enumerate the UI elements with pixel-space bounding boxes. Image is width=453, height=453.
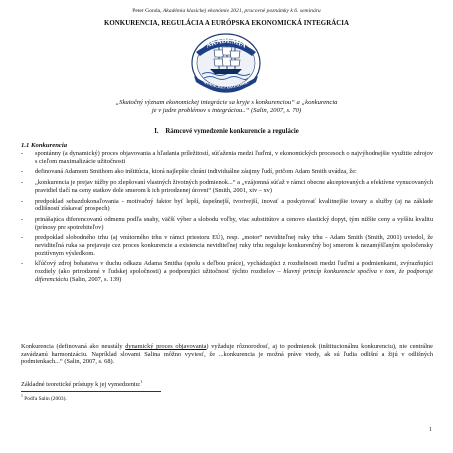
quote-line-1: „Skutočný význam ekonomickej integrácie sa kryje s konkurenciou“ a „konkurencia: [115, 99, 338, 106]
bullet-text: spontánny (a dynamický) proces objavovania a hľadania príležitostí, súťaženia medzi ľuďmi, v ekonomických procesoch o najvýhodnejšie využitie zdrojov s cieľom maximalizácie užitočnosti: [35, 150, 433, 165]
academy-logo: [190, 32, 262, 94]
list-item: [21, 216, 433, 231]
logo-top-text: AKADÉMIA: [204, 36, 248, 50]
bullet-list: [21, 150, 433, 284]
section-number: I.: [154, 128, 159, 135]
bullet-text: predpoklad slobodného trhu (aj vnútorného trhu v rámci priestoru EÚ), resp. „motor“ neviditeľnej ruky trhu - Adam Smith (Smith, 2001) uviedol, že neviditeľná ruka sa prejavuje cez proces konkurencie a existencia neviditeľnej ruky trhu reguluje konkurenčný boj smerom k nezamýšľaným spoločensky pozitívnym výsledkom.: [35, 234, 433, 257]
page-title: KONKURENCIA, REGULÁCIA A EURÓPSKA EKONOMICKÁ INTEGRÁCIA: [103, 20, 350, 27]
footnote-divider: [21, 391, 161, 392]
bullet-dash: -: [21, 215, 24, 223]
list-item: [21, 150, 433, 165]
paragraph-part-2: ) vyžaduje rôznorodosť, aj to podmienok (inštitucionálnu konkurenciu), nie centrálne zavádzanú harmonizáciu. Napríklad slovami Salina môžno vyviesť, že ...konkurencia je možná práve vtedy, ak sú ľudia odlišní a žijú v odlišných podmienkach...“ (Salin, 2007, s. 68).: [21, 343, 434, 366]
paragraph-part-1: Konkurencia (definovaná ako neustály: [21, 343, 126, 350]
intro-quote: [0, 99, 453, 116]
bullet-dash: -: [21, 150, 24, 157]
list-item: [21, 179, 433, 194]
bullet-text-main: kľúčový zdroj bohatstva v duchu odkazu Adama Smitha (spolu s deľbou práce), vychádzajúci z rozdielnosti medzi ľuďmi a podmienkami, zvýrazňujúci rozdiely (ako prirodzené v ľudskej spoločnosti) a podporujúci užitočnosť týchto rozdielov –: [35, 260, 433, 276]
bullet-text-citation: (Salin, 2007, s. 139): [68, 275, 122, 283]
logo-ship-hull: [210, 69, 242, 74]
footnote-text: Podľa Salin (2003).: [22, 395, 67, 402]
page-number: 1: [429, 427, 432, 433]
footnote: [21, 394, 67, 402]
bullet-dash: -: [21, 197, 24, 205]
bullet-text: „konkurencia je prejav túžby po zlepšovaní vlastných životných podmienok...“ a „vzájomná súťaž v rámci obecne akceptovaných a efektívne vynucovaných pravidiel tlačí na ceny statkov dole smerom k ich prirodzenej úrovni“ (Smith, 2001, xiv – xv): [35, 179, 433, 194]
bullet-text: definovaná Adamom Smithom ako inštitúcia, ktorá najlepšie chráni individuálne záujmy ľudí, pričom Adam Smith uvádza, že:: [35, 168, 357, 176]
logo-sail-5: [230, 51, 240, 58]
footnote-number: 1: [21, 394, 23, 398]
bullet-dash: -: [21, 179, 24, 187]
logo-sail-6: [230, 60, 240, 66]
bullet-text: prinášajúca diferencovanú odmenu podľa snahy, väčší výber a slobodu voľby, viac substitútov a cenovo elastický dopyt, tým nižšie ceny a vyššiu kvalitu (prínosy pre spotrebiteľov): [35, 215, 433, 231]
running-header: [0, 8, 453, 14]
subsection-heading: 1.1 Konkurencia: [21, 142, 68, 149]
bullet-dash: -: [21, 234, 24, 242]
bullet-text-italic: hlavný princíp konkurencie spočíva v tom, že podporuje diferenciáciu: [35, 268, 433, 283]
list-item: [21, 234, 433, 257]
bullet-dash: -: [21, 168, 24, 176]
section-title-text: Rámcové vymedzenie konkurencie a regulácie: [165, 128, 299, 135]
section-heading: [0, 128, 453, 135]
paragraph: [21, 343, 433, 366]
list-item: [21, 168, 433, 176]
paragraph-approaches: [21, 378, 433, 389]
header-publication: Akadémia klasickej ekonómie 2021, pracovné poznámky k 6. semináru: [162, 8, 321, 14]
header-author: Peter Gonda,: [132, 8, 162, 14]
footnote-reference[interactable]: 1: [140, 379, 143, 384]
bullet-dash: -: [21, 260, 24, 268]
quote-line-2: je v jadre problémov s integráciou..“ (Salin, 2007, s. 70): [151, 107, 302, 115]
bullet-text: predpoklad sebazdokonaľovania - motivačný faktor byť lepší, úspešnejší, tvorivejší, inovať a poskytovať kvalitnejšie tovary a služby (aj na základe odlišností získavať prospech): [35, 197, 433, 213]
list-item: [21, 198, 433, 213]
paragraph-underlined-term: dynamický proces objavovania: [125, 343, 207, 350]
logo-bottom-text: KLASICKEJ EKONÓMIE: [202, 79, 250, 90]
approaches-text: Základné teoretické prístupy k jej vymedzeniu:: [21, 381, 141, 389]
bullet-text: [35, 260, 433, 283]
list-item: [21, 260, 433, 283]
